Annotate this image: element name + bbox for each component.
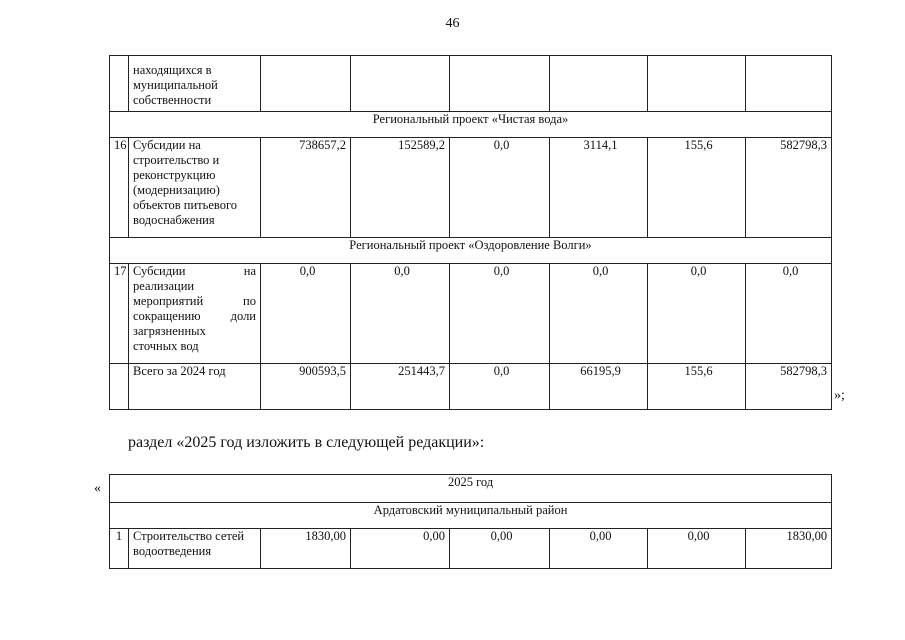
value-cell: 1830,00 (746, 529, 832, 569)
value-cell (550, 56, 648, 112)
section-heading-clean-water: Региональный проект «Чистая вода» (110, 112, 832, 138)
value-cell: 738657,2 (261, 138, 351, 238)
page-number: 46 (445, 16, 460, 31)
value-cell: 0,0 (746, 264, 832, 364)
row-number-cell: 17 (110, 264, 129, 364)
value-cell: 0,00 (648, 529, 746, 569)
section-instruction-text: раздел «2025 год изложить в следующей редакции»: (128, 434, 485, 451)
table-row (110, 264, 832, 364)
table-row (110, 138, 832, 238)
value-cell (450, 56, 550, 112)
row-number-cell (110, 364, 129, 410)
value-cell: 0,00 (550, 529, 648, 569)
year-heading: 2025 год (110, 475, 832, 503)
value-cell: 0,00 (351, 529, 450, 569)
value-cell: 66195,9 (550, 364, 648, 410)
year-header-row (110, 475, 832, 503)
value-cell: 155,6 (648, 364, 746, 410)
row-number-cell: 16 (110, 138, 129, 238)
value-cell: 152589,2 (351, 138, 450, 238)
section-row (110, 238, 832, 264)
row-name-cell (129, 264, 261, 364)
budget-table-2024 (109, 55, 832, 410)
budget-table-2025 (109, 474, 832, 569)
value-cell: 3114,1 (550, 138, 648, 238)
total-label: Всего за 2024 год (129, 364, 261, 410)
name-line: мероприятий по (133, 294, 256, 308)
section-heading-volga: Региональный проект «Оздоровление Волги» (110, 238, 832, 264)
table-row (110, 529, 832, 569)
value-cell: 900593,5 (261, 364, 351, 410)
name-line: сокращению доли (133, 309, 256, 323)
row-name-cell: находящихся в муниципальной собственности (129, 56, 261, 112)
section-row (110, 112, 832, 138)
section-row (110, 503, 832, 529)
value-cell: 251443,7 (351, 364, 450, 410)
value-cell: 0,00 (450, 529, 550, 569)
closing-quote-mark: »; (834, 388, 845, 403)
value-cell: 1830,00 (261, 529, 351, 569)
row-number-cell: 1 (110, 529, 129, 569)
value-cell: 582798,3 (746, 138, 832, 238)
row-name-cell: Субсидии на строительство и реконструкцию (модернизацию) объектов питьевого водоснабжения (129, 138, 261, 238)
name-line: загрязненных (133, 324, 206, 338)
table-row (110, 56, 832, 112)
value-cell (351, 56, 450, 112)
name-line: Субсидии на (133, 264, 256, 278)
value-cell (746, 56, 832, 112)
value-cell: 582798,3 (746, 364, 832, 410)
name-line: реализации (133, 279, 195, 293)
opening-quote-mark: « (94, 481, 101, 496)
district-heading: Ардатовский муниципальный район (110, 503, 832, 529)
value-cell: 0,0 (261, 264, 351, 364)
value-cell (648, 56, 746, 112)
row-number-cell (110, 56, 129, 112)
value-cell (261, 56, 351, 112)
value-cell: 0,0 (450, 138, 550, 238)
value-cell: 155,6 (648, 138, 746, 238)
value-cell: 0,0 (450, 364, 550, 410)
name-line: сточных вод (133, 339, 199, 353)
value-cell: 0,0 (648, 264, 746, 364)
value-cell: 0,0 (351, 264, 450, 364)
value-cell: 0,0 (550, 264, 648, 364)
total-row (110, 364, 832, 410)
row-name-cell: Строительство сетей водоотведения (129, 529, 261, 569)
value-cell: 0,0 (450, 264, 550, 364)
